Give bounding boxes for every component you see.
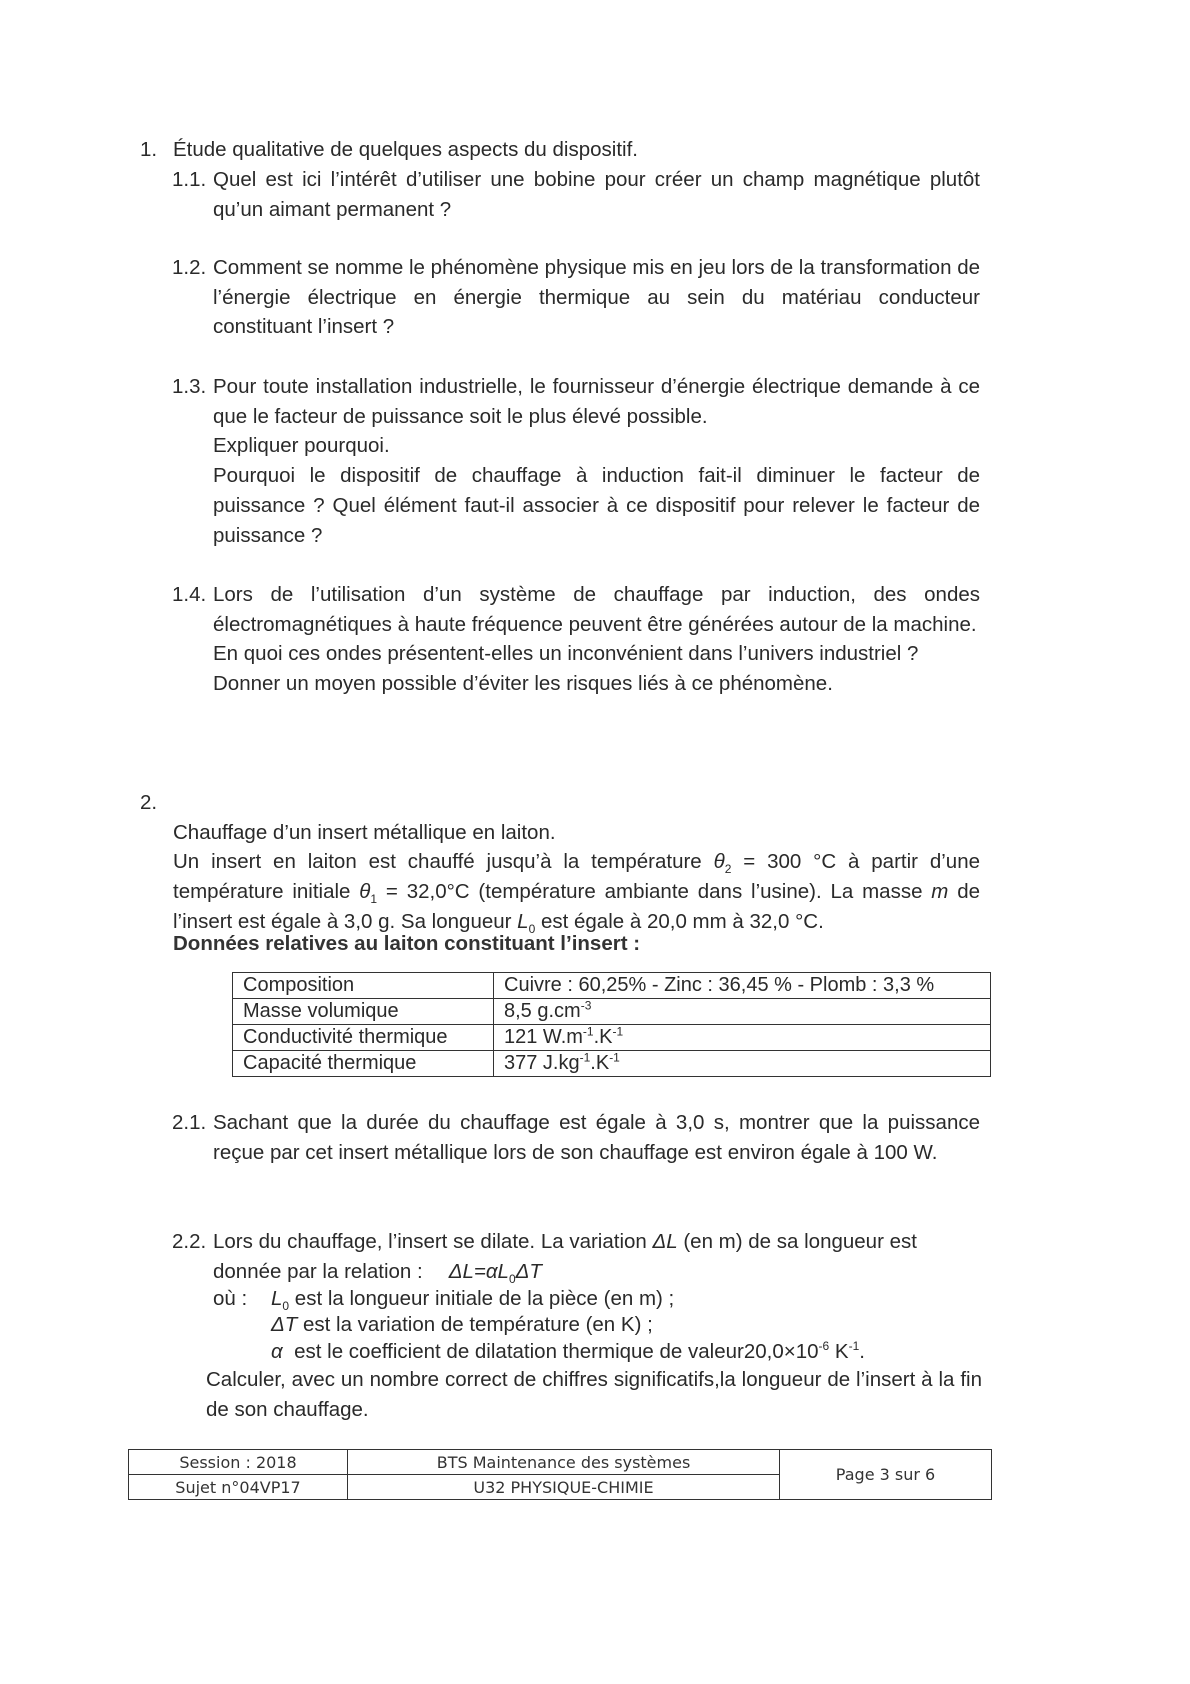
intro-text: de l’insert est égale à 3,0 g. Sa longueur: [173, 880, 980, 933]
subscript: 0: [508, 1271, 516, 1286]
footer-row: [129, 1450, 992, 1475]
question-number: 2.2.: [172, 1230, 207, 1253]
question-text: donnée par la relation :: [213, 1259, 423, 1283]
superscript: -1: [609, 1050, 620, 1065]
question-number: 1.2.: [172, 256, 207, 279]
definition-text: .: [859, 1340, 865, 1364]
footer-subject: Sujet n°04VP17: [129, 1475, 348, 1500]
where-label: où :: [213, 1287, 248, 1311]
question-text: Pourquoi le dispositif de chauffage à induction fait-il diminuer le facteur de puissance ? Quel élément faut-il associer à ce dispositif pour relever le facteur de puissance ?: [213, 464, 980, 547]
question-1-3: [172, 372, 980, 550]
intro-text: Un insert en laiton est chauffé jusqu’à la température: [173, 850, 714, 874]
intro-text: est égale à 20,0 mm à 32,0 °C.: [535, 909, 824, 933]
definition-text: est la longueur initiale de la pièce (en m) ;: [289, 1287, 675, 1311]
section-title: Chauffage d’un insert métallique en laiton.: [173, 820, 556, 844]
symbol: α: [271, 1340, 283, 1364]
definition-text: K: [829, 1340, 849, 1364]
value-text: .K: [590, 1052, 610, 1074]
data-heading: Données relatives au laiton constituant l’insert :: [173, 932, 641, 955]
table-row: [233, 1025, 991, 1051]
brass-data-table: [232, 972, 991, 1077]
table-cell-value: [494, 973, 991, 999]
question-text: Sachant que la durée du chauffage est égale à 3,0 s, montrer que la puissance reçue par cet insert métallique lors de son chauffage est environ égale à 100 W.: [213, 1111, 980, 1164]
length-symbol: L: [517, 909, 529, 933]
question-text: (en m) de sa longueur est: [677, 1230, 917, 1253]
question-2-1: [172, 1108, 980, 1167]
formula: [448, 1259, 542, 1286]
question-1-4: [172, 580, 980, 699]
symbol: L: [271, 1287, 283, 1311]
footer-page-number: Page 3 sur 6: [780, 1450, 992, 1500]
question-2-2: [172, 1227, 982, 1425]
section-2: [140, 788, 980, 937]
intro-text: = 300 °C à partir d’une température initiale: [173, 850, 981, 904]
question-text: Expliquer pourquoi.: [213, 434, 390, 458]
delta-l-symbol: ΔL: [652, 1230, 678, 1253]
question-number: 1.4.: [172, 583, 207, 606]
value-text: 377 J.kg: [504, 1052, 580, 1074]
footer-unit: U32 PHYSIQUE-CHIMIE: [348, 1475, 780, 1500]
table-row: [233, 973, 991, 999]
section-1-heading: [140, 135, 638, 165]
formula-part: ΔT: [515, 1259, 542, 1283]
question-number: 2.1.: [172, 1111, 207, 1134]
section-number: 1.: [140, 138, 158, 161]
question-1-2: [172, 253, 980, 342]
footer-program: BTS Maintenance des systèmes: [348, 1450, 780, 1475]
question-text: Pour toute installation industrielle, le fournisseur d’énergie électrique demande à ce que le facteur de puissance soit le plus élevé possible.: [213, 375, 980, 428]
subscript: 0: [282, 1299, 290, 1314]
intro-text: = 32,0°C (température ambiante dans l’usine). La masse: [377, 880, 932, 904]
question-task: Calculer, avec un nombre correct de chiffres significatifs,la longueur de l’insert à la fin de son chauffage.: [206, 1368, 982, 1422]
superscript: -1: [582, 1024, 594, 1039]
symbol: ΔT: [271, 1313, 298, 1337]
definition-text: est la variation de température (en K) ;: [297, 1313, 653, 1337]
superscript: -1: [848, 1339, 860, 1354]
table-row: [233, 1051, 991, 1077]
question-text: Donner un moyen possible d’éviter les risques liés à ce phénomène.: [213, 672, 833, 696]
table-cell-label: Capacité thermique: [233, 1051, 494, 1077]
question-1-1: [172, 165, 980, 224]
superscript: -3: [580, 998, 592, 1013]
subscript: 2: [724, 862, 732, 877]
value-text: 8,5 g.cm: [504, 1000, 581, 1022]
value-text: Cuivre : 60,25% - Zinc : 36,45 % - Plomb : 3,3 %: [504, 974, 935, 996]
table-cell-value: [494, 1051, 991, 1077]
question-text: Quel est ici l’intérêt d’utiliser une bobine pour créer un champ magnétique plutôt qu’un aimant permanent ?: [213, 168, 980, 221]
value-text: .K: [593, 1026, 613, 1048]
theta-symbol: θ: [713, 850, 725, 874]
section-number: 2.: [140, 791, 158, 814]
footer-table: [128, 1449, 992, 1500]
theta-symbol: θ: [359, 880, 371, 904]
superscript: -1: [579, 1050, 591, 1065]
section-title: Étude qualitative de quelques aspects du dispositif.: [173, 138, 638, 161]
table-cell-label: Conductivité thermique: [233, 1025, 494, 1051]
formula-part: ΔL=αL: [448, 1259, 509, 1283]
table-cell-value: [494, 1025, 991, 1051]
subscript: 0: [528, 921, 536, 936]
table-cell-label: Masse volumique: [233, 999, 494, 1025]
question-text: Lors de l’utilisation d’un système de chauffage par induction, des ondes électromagnétiques à haute fréquence peuvent être générées autour de la machine.: [213, 583, 980, 636]
section-intro: [173, 847, 980, 936]
question-number: 1.3.: [172, 375, 207, 398]
table-cell-label: Composition: [233, 973, 494, 999]
definition-text: est le coefficient de dilatation thermique de valeur20,0×10: [282, 1340, 819, 1364]
question-text: En quoi ces ondes présentent-elles un inconvénient dans l’univers industriel ?: [213, 642, 919, 666]
superscript: -1: [612, 1024, 624, 1039]
question-text: Lors du chauffage, l’insert se dilate. La variation: [213, 1230, 653, 1253]
superscript: -6: [818, 1339, 830, 1354]
subscript: 1: [370, 892, 378, 907]
value-text: 121 W.m: [504, 1026, 583, 1048]
question-number: 1.1.: [172, 168, 207, 191]
question-text: Comment se nomme le phénomène physique mis en jeu lors de la transformation de l’énergie électrique en énergie thermique au sein du matériau conducteur constituant l’insert ?: [213, 256, 980, 339]
footer-session: Session : 2018: [129, 1450, 348, 1475]
mass-symbol: m: [931, 880, 949, 904]
table-cell-value: [494, 999, 991, 1025]
table-row: [233, 999, 991, 1025]
